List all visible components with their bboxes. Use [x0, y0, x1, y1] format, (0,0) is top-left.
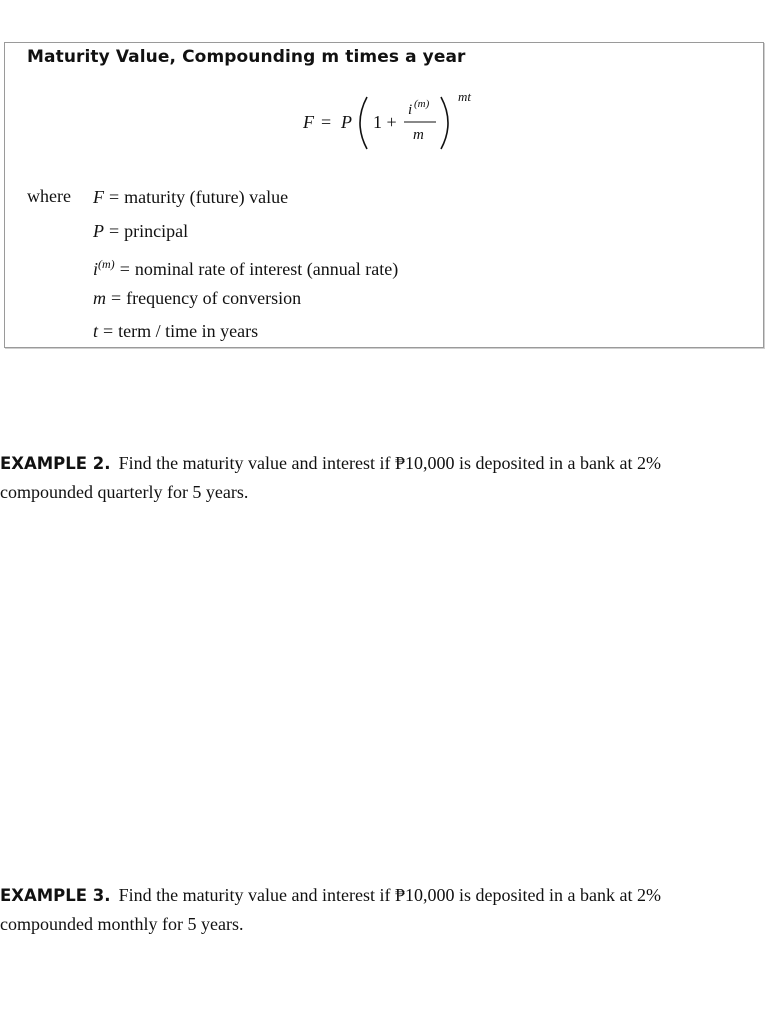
definition-symbol: m	[93, 287, 106, 308]
example-3	[0, 881, 768, 939]
definition-symbol: i	[93, 259, 99, 279]
where-label: where	[27, 186, 71, 206]
maturity-value-formula	[295, 83, 515, 163]
example-label: EXAMPLE 2.	[0, 454, 111, 473]
formula-box	[4, 42, 764, 348]
definition-text: nominal rate of interest (annual rate)	[134, 259, 399, 279]
formula-equals: =	[321, 112, 332, 132]
formula-numerator: i	[408, 102, 413, 118]
definition-row-P	[93, 220, 398, 254]
example-3-line-1	[0, 881, 768, 910]
definition-symbol: t	[93, 321, 99, 341]
equals-sign: =	[109, 220, 120, 241]
definition-symbol-sup: (m)	[98, 257, 115, 271]
definition-row-t	[93, 320, 398, 354]
formula-one-plus: 1 +	[373, 112, 397, 132]
example-2-line-2: compounded quarterly for 5 years.	[0, 482, 249, 502]
formula-denominator: m	[413, 127, 424, 143]
example-2	[0, 449, 768, 507]
definition-symbol: F	[93, 187, 104, 207]
definition-text: maturity (future) value	[124, 187, 289, 207]
definition-list	[93, 186, 398, 354]
example-label: EXAMPLE 3.	[0, 886, 111, 905]
formula-numerator-sup: (m)	[414, 98, 430, 110]
formula-lhs: F	[303, 112, 314, 132]
example-text: Find the maturity value and interest if ₱10,000 is deposited in a bank at 2%	[118, 453, 661, 473]
definition-row-F	[93, 186, 398, 220]
definition-text: frequency of conversion	[126, 287, 302, 308]
formula-exponent: mt	[458, 89, 471, 104]
equals-sign: =	[109, 187, 120, 207]
example-2-line-1	[0, 449, 768, 478]
example-text: Find the maturity value and interest if ₱10,000 is deposited in a bank at 2%	[118, 885, 661, 905]
definition-row-i	[93, 253, 398, 287]
definition-text: term / time in years	[118, 321, 259, 341]
definition-text: principal	[124, 220, 189, 241]
equals-sign: =	[103, 321, 114, 341]
formula-principal: P	[341, 112, 352, 132]
right-paren	[441, 97, 448, 149]
left-paren	[360, 97, 367, 149]
definition-row-m	[93, 287, 398, 321]
example-3-line-2: compounded monthly for 5 years.	[0, 914, 244, 934]
definition-symbol: P	[93, 220, 104, 241]
equals-sign: =	[119, 259, 130, 279]
box-title: Maturity Value, Compounding m times a year	[27, 47, 466, 67]
equals-sign: =	[111, 287, 122, 308]
